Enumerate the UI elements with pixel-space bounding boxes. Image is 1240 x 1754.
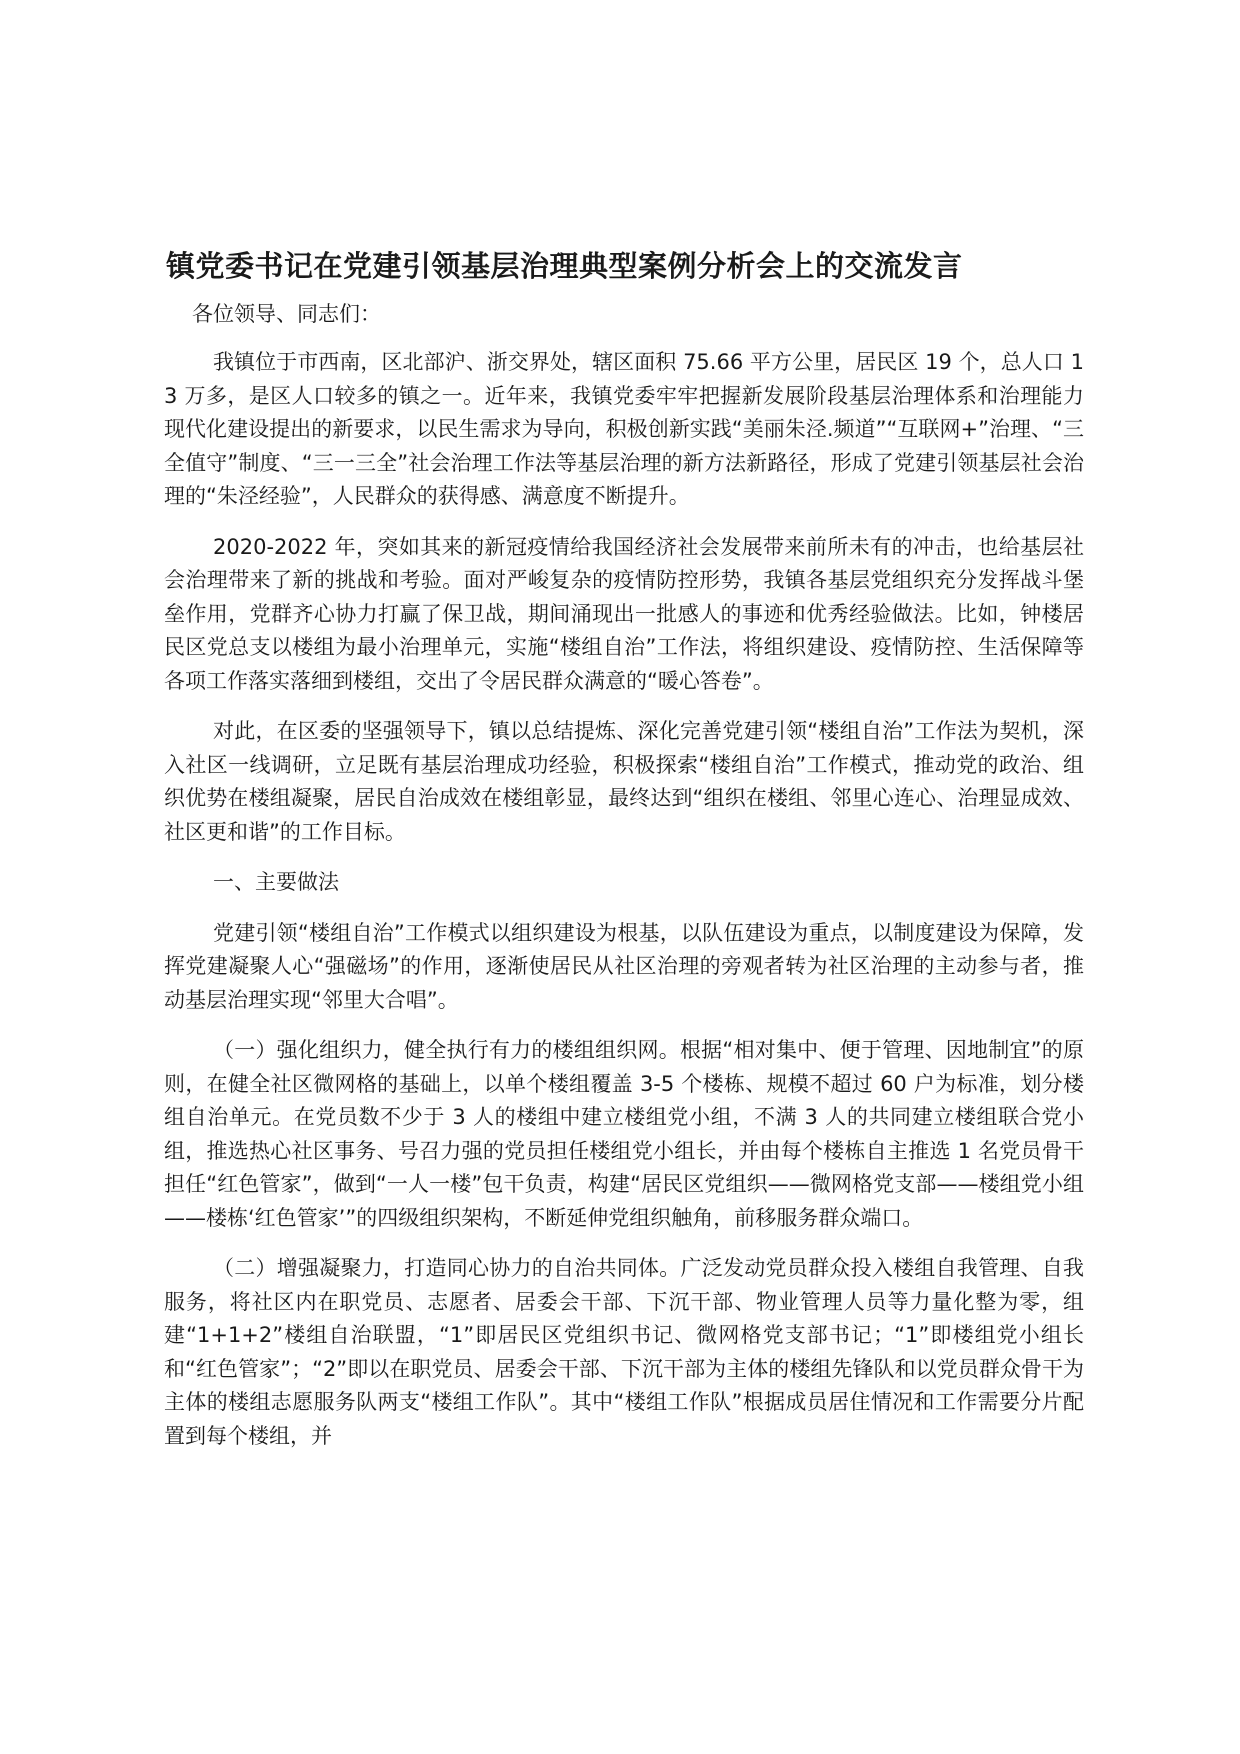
document-title: 镇党委书记在党建引领基层治理典型案例分析会上的交流发言	[166, 249, 963, 283]
salutation: 各位领导、同志们：	[192, 302, 381, 326]
body-paragraph: 我镇位于市西南，区北部沪、浙交界处，辖区面积 75.66 平方公里，居民区 19 个，总人口 13 万多，是区人口较多的镇之一。近年来，我镇党委牢牢把握新发展阶段基层治理体系和治理能力现代化建设提出的新要求，以民生需求为导向，积极创新实践“美丽朱泾.频道”“互联网+”治理、“三全值守”制度、“三一三全”社会治理工作法等基层治理的新方法新路径，形成了党建引领基层社会治理的“朱泾经验”，人民群众的获得感、满意度不断提升。	[164, 350, 1084, 508]
body-paragraph: （二）增强凝聚力，打造同心协力的自治共同体。广泛发动党员群众投入楼组自我管理、自我服务，将社区内在职党员、志愿者、居委会干部、下沉干部、物业管理人员等力量化整为零，组建“1+1+2”楼组自治联盟，“1”即居民区党组织书记、微网格党支部书记；“1”即楼组党小组长和“红色管家”；“2”即以在职党员、居委会干部、下沉干部为主体的楼组先锋队和以党员群众骨干为主体的楼组志愿服务队两支“楼组工作队”。其中“楼组工作队”根据成员居住情况和工作需要分片配置到每个楼组，并	[164, 1256, 1084, 1448]
body-paragraph: 对此，在区委的坚强领导下，镇以总结提炼、深化完善党建引领“楼组自治”工作法为契机，深入社区一线调研，立足既有基层治理成功经验，积极探索“楼组自治”工作模式，推动党的政治、组织优势在楼组凝聚，居民自治成效在楼组彰显，最终达到“组织在楼组、邻里心连心、治理显成效、社区更和谐”的工作目标。	[164, 719, 1084, 844]
body-paragraph: 党建引领“楼组自治”工作模式以组织建设为根基，以队伍建设为重点，以制度建设为保障，发挥党建凝聚人心“强磁场”的作用，逐渐使居民从社区治理的旁观者转为社区治理的主动参与者，推动基层治理实现“邻里大合唱”。	[164, 920, 1084, 1012]
body-paragraph: （一）强化组织力，健全执行有力的楼组组织网。根据“相对集中、便于管理、因地制宜”的原则，在健全社区微网格的基础上，以单个楼组覆盖 3-5 个楼栋、规模不超过 60 户为标准，划分楼组自治单元。在党员数不少于 3 人的楼组中建立楼组党小组，不满 3 人的共同建立楼组联合党小组，推选热心社区事务、号召力强的党员担任楼组党小组长，并由每个楼栋自主推选 1 名党员骨干担任“红色管家”，做到“一人一楼”包干负责，构建“居民区党组织——微网格党支部——楼组党小组——楼栋‘红色管家’”的四级组织架构，不断延伸党组织触角，前移服务群众端口。	[164, 1038, 1084, 1230]
section-heading: 一、主要做法	[213, 870, 339, 894]
body-paragraph: 2020-2022 年，突如其来的新冠疫情给我国经济社会发展带来前所未有的冲击，也给基层社会治理带来了新的挑战和考验。面对严峻复杂的疫情防控形势，我镇各基层党组织充分发挥战斗堡垒作用，党群齐心协力打赢了保卫战，期间涌现出一批感人的事迹和优秀经验做法。比如，钟楼居民区党总支以楼组为最小治理单元，实施“楼组自治”工作法，将组织建设、疫情防控、生活保障等各项工作落实落细到楼组，交出了令居民群众满意的“暖心答卷”。	[164, 534, 1084, 693]
document-body	[164, 346, 1084, 1470]
